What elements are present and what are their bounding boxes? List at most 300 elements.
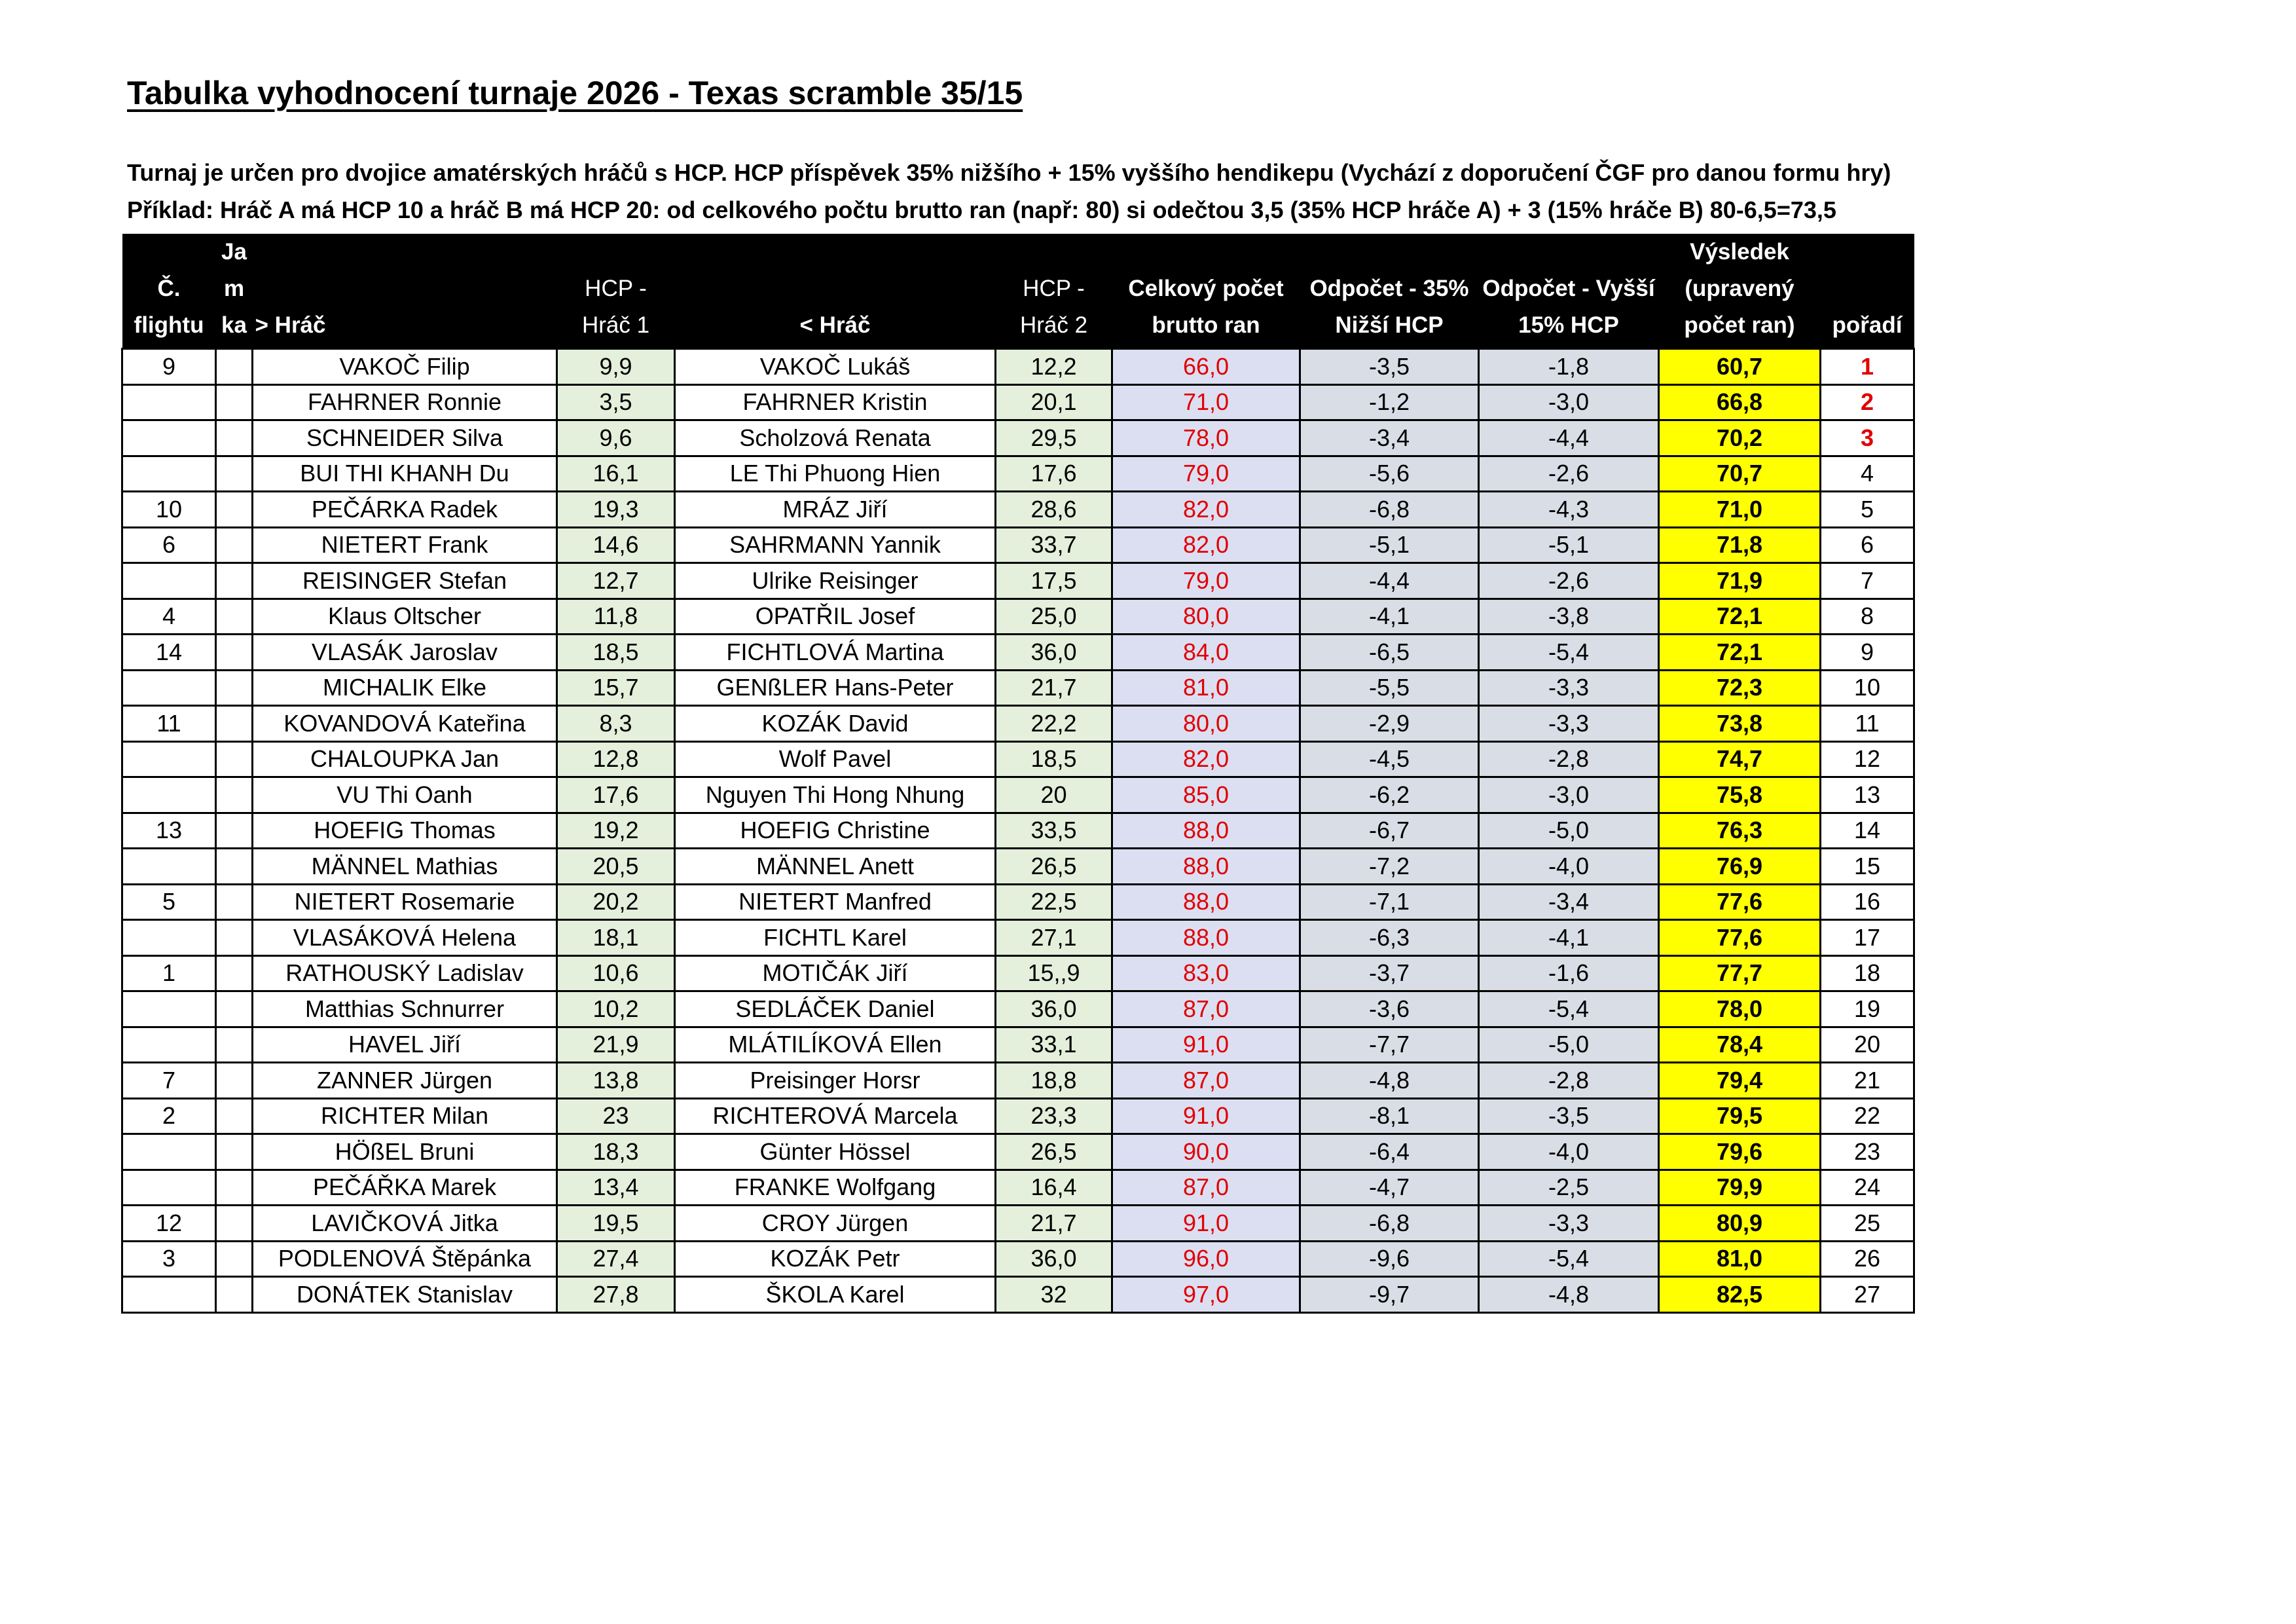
rank-cell: 1 [1821, 349, 1914, 385]
result-cell: 74,7 [1659, 741, 1821, 777]
rank-cell: 10 [1821, 670, 1914, 706]
deduction-15-cell: -5,0 [1479, 1027, 1659, 1063]
gross-cell: 88,0 [1112, 920, 1300, 956]
hcp2-cell: 12,2 [996, 349, 1112, 385]
header-rank: pořadí [1821, 234, 1914, 349]
deduction-35-cell: -4,7 [1300, 1170, 1479, 1206]
flight-cell [122, 1134, 216, 1170]
table-row [122, 527, 1914, 563]
jamka-cell [216, 991, 253, 1027]
gross-cell: 80,0 [1112, 599, 1300, 635]
header-player2: < Hráč [675, 234, 996, 349]
deduction-35-cell: -2,9 [1300, 706, 1479, 742]
flight-cell: 5 [122, 884, 216, 920]
deduction-15-cell: -4,1 [1479, 920, 1659, 956]
result-cell: 77,7 [1659, 955, 1821, 991]
deduction-15-cell: -2,8 [1479, 741, 1659, 777]
header-hcp1: HCP - Hráč 1 [557, 234, 675, 349]
deduction-35-cell: -7,2 [1300, 849, 1479, 885]
gross-cell: 82,0 [1112, 492, 1300, 528]
flight-cell [122, 991, 216, 1027]
player2-cell: SEDLÁČEK Daniel [675, 991, 996, 1027]
result-cell: 75,8 [1659, 777, 1821, 813]
table-row [122, 1170, 1914, 1206]
deduction-35-cell: -6,7 [1300, 813, 1479, 849]
deduction-35-cell: -4,5 [1300, 741, 1479, 777]
jamka-cell [216, 849, 253, 885]
hcp1-cell: 23 [557, 1098, 675, 1134]
flight-cell: 4 [122, 599, 216, 635]
header-result: Výsledek (upravený počet ran) [1659, 234, 1821, 349]
result-cell: 77,6 [1659, 920, 1821, 956]
player2-cell: SAHRMANN Yannik [675, 527, 996, 563]
table-row [122, 456, 1914, 492]
rank-cell: 20 [1821, 1027, 1914, 1063]
player1-cell: KOVANDOVÁ Kateřina [253, 706, 557, 742]
header-gross: Celkový počet brutto ran [1112, 234, 1300, 349]
table-row [122, 741, 1914, 777]
table-row [122, 777, 1914, 813]
player2-cell: Ulrike Reisinger [675, 563, 996, 599]
player2-cell: MRÁZ Jiří [675, 492, 996, 528]
jamka-cell [216, 492, 253, 528]
player2-cell: Preisinger Horsr [675, 1063, 996, 1099]
result-cell: 72,1 [1659, 599, 1821, 635]
deduction-15-cell: -3,3 [1479, 670, 1659, 706]
deduction-35-cell: -1,2 [1300, 384, 1479, 420]
jamka-cell [216, 884, 253, 920]
jamka-cell [216, 1241, 253, 1277]
deduction-15-cell: -2,6 [1479, 456, 1659, 492]
header-deduction-15: Odpočet - Vyšší 15% HCP [1479, 234, 1659, 349]
deduction-35-cell: -4,4 [1300, 563, 1479, 599]
player2-cell: MOTIČÁK Jiří [675, 955, 996, 991]
player1-cell: FAHRNER Ronnie [253, 384, 557, 420]
hcp1-cell: 13,4 [557, 1170, 675, 1206]
rank-cell: 23 [1821, 1134, 1914, 1170]
flight-cell: 11 [122, 706, 216, 742]
table-row [122, 670, 1914, 706]
rank-cell: 19 [1821, 991, 1914, 1027]
hcp2-cell: 32 [996, 1277, 1112, 1313]
jamka-cell [216, 1277, 253, 1313]
player2-cell: CROY Jürgen [675, 1206, 996, 1242]
deduction-15-cell: -2,5 [1479, 1170, 1659, 1206]
table-row [122, 955, 1914, 991]
table-row [122, 706, 1914, 742]
hcp2-cell: 33,1 [996, 1027, 1112, 1063]
flight-cell [122, 456, 216, 492]
hcp2-cell: 23,3 [996, 1098, 1112, 1134]
table-row [122, 1241, 1914, 1277]
player1-cell: VLASÁK Jaroslav [253, 635, 557, 671]
hcp2-cell: 28,6 [996, 492, 1112, 528]
player1-cell: CHALOUPKA Jan [253, 741, 557, 777]
flight-cell [122, 1170, 216, 1206]
result-cell: 71,9 [1659, 563, 1821, 599]
hcp2-cell: 33,5 [996, 813, 1112, 849]
deduction-15-cell: -4,3 [1479, 492, 1659, 528]
player1-cell: REISINGER Stefan [253, 563, 557, 599]
player1-cell: NIETERT Frank [253, 527, 557, 563]
deduction-15-cell: -3,3 [1479, 1206, 1659, 1242]
deduction-35-cell: -7,7 [1300, 1027, 1479, 1063]
header-flight: Č. flightu [122, 234, 216, 349]
hcp1-cell: 20,5 [557, 849, 675, 885]
flight-cell [122, 741, 216, 777]
hcp2-cell: 36,0 [996, 635, 1112, 671]
jamka-cell [216, 1206, 253, 1242]
rank-cell: 22 [1821, 1098, 1914, 1134]
hcp1-cell: 21,9 [557, 1027, 675, 1063]
player1-cell: VLASÁKOVÁ Helena [253, 920, 557, 956]
gross-cell: 82,0 [1112, 527, 1300, 563]
jamka-cell [216, 635, 253, 671]
deduction-15-cell: -3,5 [1479, 1098, 1659, 1134]
gross-cell: 85,0 [1112, 777, 1300, 813]
rank-cell: 24 [1821, 1170, 1914, 1206]
deduction-15-cell: -3,0 [1479, 777, 1659, 813]
table-row [122, 991, 1914, 1027]
player1-cell: DONÁTEK Stanislav [253, 1277, 557, 1313]
rank-cell: 15 [1821, 849, 1914, 885]
jamka-cell [216, 1134, 253, 1170]
hcp1-cell: 19,3 [557, 492, 675, 528]
player1-cell: HÖßEL Bruni [253, 1134, 557, 1170]
deduction-35-cell: -4,1 [1300, 599, 1479, 635]
result-cell: 72,1 [1659, 635, 1821, 671]
gross-cell: 88,0 [1112, 849, 1300, 885]
deduction-15-cell: -3,4 [1479, 884, 1659, 920]
hcp2-cell: 17,5 [996, 563, 1112, 599]
hcp1-cell: 16,1 [557, 456, 675, 492]
gross-cell: 81,0 [1112, 670, 1300, 706]
deduction-15-cell: -1,6 [1479, 955, 1659, 991]
table-row [122, 384, 1914, 420]
player2-cell: ŠKOLA Karel [675, 1277, 996, 1313]
rank-cell: 14 [1821, 813, 1914, 849]
hcp1-cell: 10,6 [557, 955, 675, 991]
table-row [122, 349, 1914, 385]
hcp1-cell: 14,6 [557, 527, 675, 563]
hcp1-cell: 18,1 [557, 920, 675, 956]
header-deduction-35: Odpočet - 35% Nižší HCP [1300, 234, 1479, 349]
player2-cell: NIETERT Manfred [675, 884, 996, 920]
player2-cell: KOZÁK Petr [675, 1241, 996, 1277]
gross-cell: 79,0 [1112, 563, 1300, 599]
gross-cell: 88,0 [1112, 884, 1300, 920]
gross-cell: 91,0 [1112, 1206, 1300, 1242]
hcp1-cell: 18,3 [557, 1134, 675, 1170]
table-row [122, 1063, 1914, 1099]
rank-cell: 17 [1821, 920, 1914, 956]
player1-cell: ZANNER Jürgen [253, 1063, 557, 1099]
result-cell: 78,0 [1659, 991, 1821, 1027]
player2-cell: FICHTL Karel [675, 920, 996, 956]
gross-cell: 97,0 [1112, 1277, 1300, 1313]
flight-cell [122, 420, 216, 456]
hcp1-cell: 12,7 [557, 563, 675, 599]
deduction-15-cell: -2,8 [1479, 1063, 1659, 1099]
table-row [122, 813, 1914, 849]
hcp2-cell: 25,0 [996, 599, 1112, 635]
result-cell: 71,0 [1659, 492, 1821, 528]
player1-cell: RATHOUSKÝ Ladislav [253, 955, 557, 991]
hcp1-cell: 10,2 [557, 991, 675, 1027]
gross-cell: 96,0 [1112, 1241, 1300, 1277]
player2-cell: FICHTLOVÁ Martina [675, 635, 996, 671]
gross-cell: 78,0 [1112, 420, 1300, 456]
deduction-15-cell: -4,0 [1479, 1134, 1659, 1170]
deduction-15-cell: -5,0 [1479, 813, 1659, 849]
flight-cell: 2 [122, 1098, 216, 1134]
hcp2-cell: 15,,9 [996, 955, 1112, 991]
flight-cell: 7 [122, 1063, 216, 1099]
deduction-15-cell: -4,0 [1479, 849, 1659, 885]
rank-cell: 13 [1821, 777, 1914, 813]
flight-cell: 6 [122, 527, 216, 563]
hcp1-cell: 20,2 [557, 884, 675, 920]
example-note: Příklad: Hráč A má HCP 10 a hráč B má HCP 20: od celkového počtu brutto ran (např: 80) si odečtou 3,5 (35% HCP hráče A) + 3 (15% hráče B) 80-6,5=73,5 [127, 196, 1836, 223]
rank-cell: 4 [1821, 456, 1914, 492]
player2-cell: FAHRNER Kristin [675, 384, 996, 420]
hcp2-cell: 27,1 [996, 920, 1112, 956]
hcp2-cell: 21,7 [996, 1206, 1112, 1242]
table-row [122, 492, 1914, 528]
table-row [122, 420, 1914, 456]
jamka-cell [216, 456, 253, 492]
table-row [122, 563, 1914, 599]
deduction-35-cell: -6,8 [1300, 1206, 1479, 1242]
player1-cell: SCHNEIDER Silva [253, 420, 557, 456]
hcp1-cell: 15,7 [557, 670, 675, 706]
rank-cell: 7 [1821, 563, 1914, 599]
player2-cell: HOEFIG Christine [675, 813, 996, 849]
result-cell: 76,9 [1659, 849, 1821, 885]
result-cell: 76,3 [1659, 813, 1821, 849]
deduction-35-cell: -3,7 [1300, 955, 1479, 991]
hcp2-cell: 20,1 [996, 384, 1112, 420]
flight-cell [122, 563, 216, 599]
flight-cell [122, 670, 216, 706]
hcp2-cell: 18,5 [996, 741, 1112, 777]
header-hcp2: HCP - Hráč 2 [996, 234, 1112, 349]
hcp1-cell: 19,2 [557, 813, 675, 849]
gross-cell: 91,0 [1112, 1098, 1300, 1134]
player1-cell: LAVIČKOVÁ Jitka [253, 1206, 557, 1242]
player1-cell: Klaus Oltscher [253, 599, 557, 635]
player1-cell: Matthias Schnurrer [253, 991, 557, 1027]
result-cell: 79,9 [1659, 1170, 1821, 1206]
table-row [122, 1027, 1914, 1063]
gross-cell: 88,0 [1112, 813, 1300, 849]
hcp1-cell: 9,9 [557, 349, 675, 385]
gross-cell: 87,0 [1112, 1063, 1300, 1099]
result-cell: 72,3 [1659, 670, 1821, 706]
gross-cell: 87,0 [1112, 1170, 1300, 1206]
table-row [122, 599, 1914, 635]
table-row [122, 920, 1914, 956]
jamka-cell [216, 670, 253, 706]
player2-cell: OPATŘIL Josef [675, 599, 996, 635]
player1-cell: HAVEL Jiří [253, 1027, 557, 1063]
result-cell: 79,5 [1659, 1098, 1821, 1134]
header-player1: > Hráč [253, 234, 557, 349]
hcp1-cell: 27,8 [557, 1277, 675, 1313]
rank-cell: 5 [1821, 492, 1914, 528]
table-header-row [122, 234, 1914, 349]
hcp1-cell: 3,5 [557, 384, 675, 420]
jamka-cell [216, 955, 253, 991]
deduction-15-cell: -5,4 [1479, 635, 1659, 671]
hcp2-cell: 29,5 [996, 420, 1112, 456]
table-row [122, 1206, 1914, 1242]
hcp1-cell: 17,6 [557, 777, 675, 813]
hcp2-cell: 18,8 [996, 1063, 1112, 1099]
player1-cell: HOEFIG Thomas [253, 813, 557, 849]
deduction-15-cell: -2,6 [1479, 563, 1659, 599]
result-cell: 66,8 [1659, 384, 1821, 420]
flight-cell: 1 [122, 955, 216, 991]
hcp2-cell: 33,7 [996, 527, 1112, 563]
rank-cell: 16 [1821, 884, 1914, 920]
page-title: Tabulka vyhodnocení turnaje 2026 - Texas scramble 35/15 [127, 75, 1023, 111]
player1-cell: BUI THI KHANH Du [253, 456, 557, 492]
hcp2-cell: 22,5 [996, 884, 1112, 920]
flight-cell [122, 384, 216, 420]
result-cell: 78,4 [1659, 1027, 1821, 1063]
gross-cell: 66,0 [1112, 349, 1300, 385]
deduction-35-cell: -3,5 [1300, 349, 1479, 385]
player2-cell: Günter Hössel [675, 1134, 996, 1170]
player1-cell: VAKOČ Filip [253, 349, 557, 385]
deduction-35-cell: -6,5 [1300, 635, 1479, 671]
jamka-cell [216, 920, 253, 956]
gross-cell: 71,0 [1112, 384, 1300, 420]
deduction-15-cell: -3,8 [1479, 599, 1659, 635]
jamka-cell [216, 599, 253, 635]
hcp2-cell: 36,0 [996, 1241, 1112, 1277]
player1-cell: MICHALIK Elke [253, 670, 557, 706]
hcp1-cell: 11,8 [557, 599, 675, 635]
result-cell: 71,8 [1659, 527, 1821, 563]
rank-cell: 18 [1821, 955, 1914, 991]
flight-cell: 12 [122, 1206, 216, 1242]
jamka-cell [216, 1027, 253, 1063]
table-row [122, 635, 1914, 671]
table-body [122, 349, 1914, 1313]
player1-cell: MÄNNEL Mathias [253, 849, 557, 885]
hcp2-cell: 22,2 [996, 706, 1112, 742]
result-cell: 79,6 [1659, 1134, 1821, 1170]
deduction-15-cell: -4,8 [1479, 1277, 1659, 1313]
player1-cell: RICHTER Milan [253, 1098, 557, 1134]
player2-cell: Nguyen Thi Hong Nhung [675, 777, 996, 813]
gross-cell: 79,0 [1112, 456, 1300, 492]
player2-cell: GENßLER Hans-Peter [675, 670, 996, 706]
flight-cell: 3 [122, 1241, 216, 1277]
jamka-cell [216, 1098, 253, 1134]
table-row [122, 884, 1914, 920]
result-cell: 80,9 [1659, 1206, 1821, 1242]
rank-cell: 26 [1821, 1241, 1914, 1277]
player1-cell: PODLENOVÁ Štěpánka [253, 1241, 557, 1277]
flight-cell: 13 [122, 813, 216, 849]
table-row [122, 849, 1914, 885]
hcp1-cell: 9,6 [557, 420, 675, 456]
player2-cell: KOZÁK David [675, 706, 996, 742]
hcp2-cell: 21,7 [996, 670, 1112, 706]
deduction-15-cell: -3,0 [1479, 384, 1659, 420]
deduction-35-cell: -5,6 [1300, 456, 1479, 492]
hcp1-cell: 12,8 [557, 741, 675, 777]
hcp1-cell: 27,4 [557, 1241, 675, 1277]
deduction-15-cell: -3,3 [1479, 706, 1659, 742]
hcp2-cell: 17,6 [996, 456, 1112, 492]
player2-cell: FRANKE Wolfgang [675, 1170, 996, 1206]
rank-cell: 25 [1821, 1206, 1914, 1242]
gross-cell: 91,0 [1112, 1027, 1300, 1063]
result-cell: 70,2 [1659, 420, 1821, 456]
jamka-cell [216, 777, 253, 813]
results-table [121, 234, 1915, 1314]
result-cell: 82,5 [1659, 1277, 1821, 1313]
gross-cell: 84,0 [1112, 635, 1300, 671]
result-cell: 79,4 [1659, 1063, 1821, 1099]
jamka-cell [216, 349, 253, 385]
result-cell: 73,8 [1659, 706, 1821, 742]
table-row [122, 1277, 1914, 1313]
deduction-15-cell: -4,4 [1479, 420, 1659, 456]
hcp1-cell: 18,5 [557, 635, 675, 671]
flight-cell [122, 849, 216, 885]
gross-cell: 90,0 [1112, 1134, 1300, 1170]
deduction-35-cell: -9,7 [1300, 1277, 1479, 1313]
flight-cell: 9 [122, 349, 216, 385]
gross-cell: 87,0 [1112, 991, 1300, 1027]
flight-cell [122, 777, 216, 813]
deduction-35-cell: -4,8 [1300, 1063, 1479, 1099]
player2-cell: LE Thi Phuong Hien [675, 456, 996, 492]
player1-cell: NIETERT Rosemarie [253, 884, 557, 920]
player1-cell: PEČÁRKA Radek [253, 492, 557, 528]
player1-cell: VU Thi Oanh [253, 777, 557, 813]
jamka-cell [216, 813, 253, 849]
table-row [122, 1134, 1914, 1170]
player2-cell: MÄNNEL Anett [675, 849, 996, 885]
deduction-35-cell: -6,8 [1300, 492, 1479, 528]
player2-cell: Wolf Pavel [675, 741, 996, 777]
deduction-35-cell: -7,1 [1300, 884, 1479, 920]
deduction-15-cell: -5,4 [1479, 991, 1659, 1027]
player2-cell: RICHTEROVÁ Marcela [675, 1098, 996, 1134]
flight-cell [122, 1027, 216, 1063]
deduction-35-cell: -3,6 [1300, 991, 1479, 1027]
rank-cell: 11 [1821, 706, 1914, 742]
hcp1-cell: 8,3 [557, 706, 675, 742]
result-cell: 77,6 [1659, 884, 1821, 920]
flight-cell [122, 1277, 216, 1313]
rank-cell: 9 [1821, 635, 1914, 671]
player2-cell: VAKOČ Lukáš [675, 349, 996, 385]
hcp1-cell: 13,8 [557, 1063, 675, 1099]
deduction-35-cell: -3,4 [1300, 420, 1479, 456]
hcp1-cell: 19,5 [557, 1206, 675, 1242]
player2-cell: Scholzová Renata [675, 420, 996, 456]
jamka-cell [216, 420, 253, 456]
player2-cell: MLÁTILÍKOVÁ Ellen [675, 1027, 996, 1063]
deduction-35-cell: -6,4 [1300, 1134, 1479, 1170]
